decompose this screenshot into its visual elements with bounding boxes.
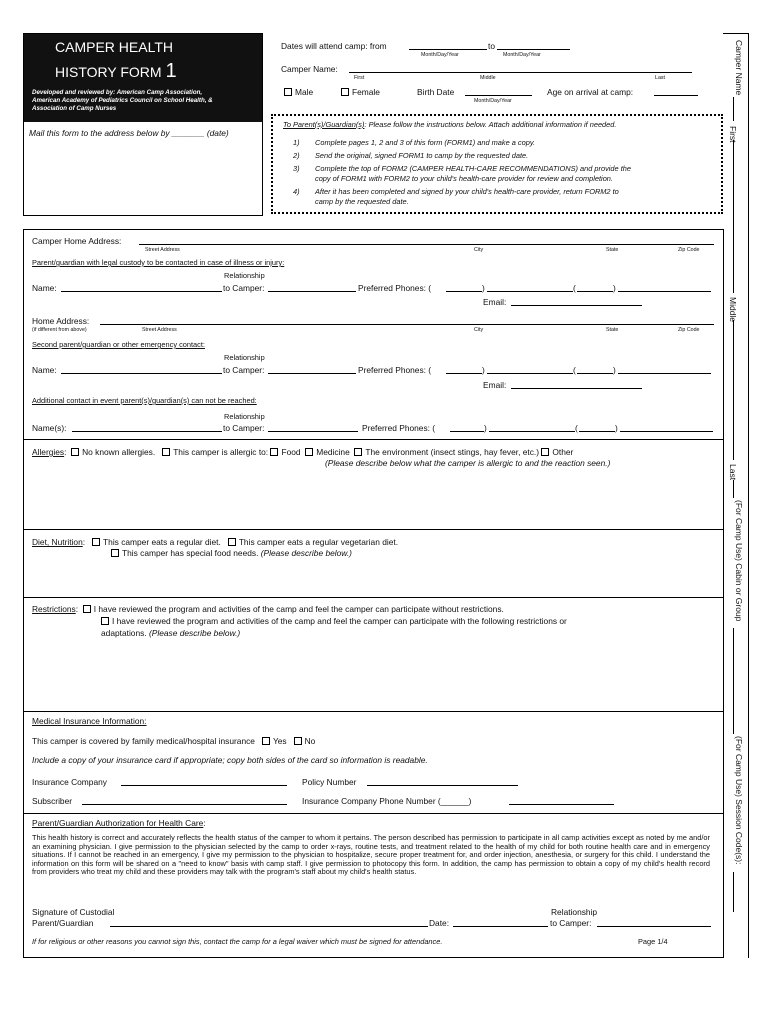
date-from-hint: Month/Day/Year — [421, 52, 459, 58]
age-label: Age on arrival at camp: — [547, 87, 634, 97]
zip-hint: Zip Code — [678, 247, 700, 253]
side-first-line — [733, 97, 734, 121]
relationship-label-2: Relationship — [224, 353, 265, 362]
state-hint: State — [606, 247, 619, 253]
allergies-description-area[interactable] — [28, 472, 718, 526]
form-title-line1: CAMPER HEALTH — [55, 39, 173, 55]
city-hint: City — [474, 247, 484, 253]
step-4-text-line1: After it has been completed and signed by your child's health-care provider, return FORM2 to — [315, 187, 619, 196]
contact3-to-camper: to Camper: — [223, 423, 265, 433]
contact2-phone-1[interactable] — [487, 373, 573, 374]
contact3-phone-area-2[interactable] — [579, 431, 615, 432]
female-option[interactable]: Female — [341, 87, 380, 97]
step-1-num: 1) — [293, 138, 300, 147]
vegetarian-diet-checkbox[interactable] — [228, 538, 236, 546]
parent-legal-heading: Parent/guardian with legal custody to be contacted in case of illness or injury: — [32, 258, 285, 267]
contact2-phones-label: Preferred Phones: ( — [358, 365, 432, 375]
age-field[interactable] — [654, 95, 698, 96]
diet-row-1: Diet, Nutrition: This camper eats a regular diet. This camper eats a regular vegetarian diet. — [32, 537, 399, 547]
contact2-email-field[interactable] — [511, 388, 642, 389]
zip-hint-2: Zip Code — [678, 327, 700, 333]
step-2-num: 2) — [293, 151, 300, 160]
contact3-phone-2[interactable] — [620, 431, 713, 432]
paren-open-1b: ( — [573, 283, 576, 293]
signature-field[interactable] — [110, 926, 428, 927]
date-to-field[interactable] — [497, 49, 570, 50]
second-parent-heading: Second parent/guardian or other emergency contact: — [32, 340, 205, 349]
insurance-covered-row: This camper is covered by family medical/hospital insurance Yes No — [32, 736, 316, 746]
contact1-phone-2[interactable] — [618, 291, 711, 292]
relationship-label-1: Relationship — [224, 271, 265, 280]
insurance-company-field[interactable] — [121, 785, 287, 786]
allergies-describe-note: (Please describe below what the camper is allergic to and the reaction seen.) — [325, 458, 611, 468]
step-2-text: Send the original, signed FORM1 to camp by the requested date. — [315, 151, 529, 160]
side-cabin-line — [733, 480, 734, 498]
side-first-label: First — [728, 126, 738, 143]
contact1-phones-label: Preferred Phones: ( — [358, 283, 432, 293]
divider-restrictions — [23, 597, 724, 598]
step-3-num: 3) — [293, 164, 300, 173]
restrictions-description-area[interactable] — [28, 642, 718, 708]
signature-date-label: Date: — [429, 918, 450, 928]
male-checkbox[interactable] — [284, 88, 292, 96]
auth-relationship-field[interactable] — [597, 926, 711, 927]
contact1-relationship-field[interactable] — [268, 291, 356, 292]
diet-label: Diet, Nutrition — [32, 537, 83, 547]
authorization-heading: Parent/Guardian Authorization for Health Care: — [32, 818, 206, 828]
female-checkbox[interactable] — [341, 88, 349, 96]
side-strip-right — [748, 33, 749, 958]
contact3-phones-label: Preferred Phones: ( — [362, 423, 436, 433]
dates-to: to — [488, 41, 495, 51]
side-session-label: (For Camp Use) Session Code(s): — [734, 736, 744, 865]
signature-date-field[interactable] — [453, 926, 548, 927]
step-3-text-line2: copy of FORM1 with FORM2 to your child's health-care provider for review and completion. — [315, 174, 613, 183]
divider-insurance — [23, 711, 724, 712]
auth-relationship-label: Relationship — [551, 907, 598, 917]
insurance-no-checkbox[interactable] — [294, 737, 302, 745]
contact3-phone-1[interactable] — [489, 431, 575, 432]
divider-authorization — [23, 813, 724, 814]
developed-by-line3: Association of Camp Nurses — [32, 105, 117, 112]
auth-to-camper-label: to Camper: — [550, 918, 592, 928]
mail-form-deadline: Mail this form to the address below by _______ (date) — [29, 128, 229, 138]
birth-date-label: Birth Date — [417, 87, 455, 97]
no-restrictions-checkbox[interactable] — [83, 605, 91, 613]
contact1-phone-area-2[interactable] — [577, 291, 613, 292]
insurance-yes-checkbox[interactable] — [262, 737, 270, 745]
contact1-email-label: Email: — [483, 297, 507, 307]
step-4-num: 4) — [293, 187, 300, 196]
page-number: Page 1/4 — [638, 937, 668, 946]
insurance-card-note: Include a copy of your insurance card if appropriate; copy both sides of the card so information is readable. — [32, 755, 428, 765]
home-address-field[interactable] — [139, 244, 714, 245]
home-address2-label: Home Address: — [32, 316, 90, 326]
side-strip-top — [723, 33, 748, 34]
birth-date-field[interactable] — [465, 95, 532, 96]
allergic-checkbox[interactable] — [162, 448, 170, 456]
company-phone-field[interactable] — [509, 804, 614, 805]
form-title-line2: HISTORY FORM 1 — [55, 60, 177, 82]
street-hint: Street Address — [145, 247, 180, 253]
relationship-label-3: Relationship — [224, 412, 265, 421]
name-last-hint: Last — [655, 75, 666, 81]
signature-label-2: Parent/Guardian — [32, 918, 94, 928]
additional-contact-heading: Additional contact in event parent(s)/guardian(s) can not be reached: — [32, 396, 257, 405]
allergies-label: Allergies — [32, 447, 65, 457]
paren-open-2b: ( — [573, 365, 576, 375]
divider-allergies — [23, 439, 724, 440]
restrictions-row-1: Restrictions: I have reviewed the program and activities of the camp and feel the camper can participate without restrictions. — [32, 604, 504, 614]
other-allergy-checkbox[interactable] — [541, 448, 549, 456]
contact2-relationship-field[interactable] — [268, 373, 356, 374]
insurance-heading: Medical Insurance Information: — [32, 716, 147, 726]
name-middle-hint: Middle — [480, 75, 496, 81]
contact2-phone-area-1[interactable] — [446, 373, 482, 374]
food-checkbox[interactable] — [270, 448, 278, 456]
camper-name-label: Camper Name: — [281, 64, 338, 74]
side-cabin-label: (For Camp Use) Cabin or Group — [734, 500, 744, 622]
paren-close-3a: ) — [484, 423, 487, 433]
restrictions-label: Restrictions — [32, 604, 76, 614]
side-camper-name: Camper Name — [734, 40, 744, 96]
contact1-name-field[interactable] — [61, 291, 222, 292]
home-address2-field[interactable] — [100, 324, 714, 325]
with-restrictions-checkbox[interactable] — [101, 617, 109, 625]
name-first-hint: First — [354, 75, 365, 81]
developed-by-line2: American Academy of Pediatrics Council on School Health, & — [32, 97, 213, 104]
home-address-label: Camper Home Address: — [32, 236, 122, 246]
contact2-name-label: Name: — [32, 365, 57, 375]
contact2-phone-2[interactable] — [618, 373, 711, 374]
insurance-company-label: Insurance Company — [32, 777, 107, 787]
subscriber-field[interactable] — [82, 804, 287, 805]
authorization-text: This health history is correct and accurately reflects the health status of the camper to whom it pertains. The person described has permission to participate in all camp activities except as noted by me and/or an examining physician. I give permission to the physician selected by the camp to order x-rays, routine tests, and treatment related to the health of my child for both routine health care and in emergency situations. If I cannot be reached in an emergency, I give my permission to the physician to hospitalize, secure proper treatment for, and order injection, anesthesia, or surgery for this child. I understand the information on this form will be shared on a "need to know" basis with camp staff. I give permission to photocopy this form. In addition, the camp has permission to obtain a copy of my child's health record from providers who treat my child and these providers may talk with the program's staff about my child's health status. — [32, 833, 710, 877]
date-from-field[interactable] — [409, 49, 487, 50]
instructions-intro: To Parent(s)/Guardian(s): Please follow the instructions below. Attach additional information if needed. — [283, 120, 617, 129]
no-allergies-checkbox[interactable] — [71, 448, 79, 456]
if-different-hint: (if different from above) — [32, 327, 87, 333]
male-option[interactable]: Male — [284, 87, 313, 97]
diet-row-2: This camper has special food needs. (Please describe below.) — [111, 548, 352, 558]
paren-close-2a: ) — [482, 365, 485, 375]
contact2-phone-area-2[interactable] — [577, 373, 613, 374]
medicine-checkbox[interactable] — [305, 448, 313, 456]
contact1-to-camper: to Camper: — [223, 283, 265, 293]
policy-number-field[interactable] — [367, 785, 518, 786]
side-session-fill — [733, 872, 734, 912]
paren-close-3b: ) — [615, 423, 618, 433]
contact2-name-field[interactable] — [61, 373, 222, 374]
contact2-to-camper: to Camper: — [223, 365, 265, 375]
contact1-phone-area-1[interactable] — [446, 291, 482, 292]
contact3-names-field[interactable] — [72, 431, 222, 432]
dates-label: Dates will attend camp: from — [281, 41, 387, 51]
side-last-line — [733, 320, 734, 460]
birth-date-hint: Month/Day/Year — [474, 98, 512, 104]
city-hint-2: City — [474, 327, 484, 333]
company-phone-label: Insurance Company Phone Number (______) — [302, 796, 472, 806]
step-1-text: Complete pages 1, 2 and 3 of this form (FORM1) and make a copy. — [315, 138, 536, 147]
contact3-phone-area-1[interactable] — [450, 431, 484, 432]
signature-label-1: Signature of Custodial — [32, 907, 115, 917]
contact1-name-label: Name: — [32, 283, 57, 293]
policy-number-label: Policy Number — [302, 777, 357, 787]
date-to-hint: Month/Day/Year — [503, 52, 541, 58]
contact1-email-field[interactable] — [511, 305, 642, 306]
contact3-names-label: Name(s): — [32, 423, 67, 433]
religious-waiver-note: If for religious or other reasons you cannot sign this, contact the camp for a legal waiver which must be signed for attendance. — [32, 937, 443, 946]
contact1-phone-1[interactable] — [487, 291, 573, 292]
side-cabin-fill — [733, 628, 734, 734]
side-middle-label: Middle — [728, 297, 738, 323]
allergies-row: Allergies: No known allergies. This camper is allergic to: Food Medicine The environment (insect stings, hay fever, etc.) Other — [32, 447, 574, 457]
regular-diet-checkbox[interactable] — [92, 538, 100, 546]
side-middle-line — [733, 140, 734, 293]
restrictions-row-3: adaptations. (Please describe below.) — [101, 628, 241, 638]
paren-close-1a: ) — [482, 283, 485, 293]
paren-close-1b: ) — [613, 283, 616, 293]
step-3-text-line1: Complete the top of FORM2 (CAMPER HEALTH-CARE RECOMMENDATIONS) and provide the — [315, 164, 631, 173]
contact3-relationship-field[interactable] — [268, 431, 358, 432]
contact2-email-label: Email: — [483, 380, 507, 390]
paren-close-2b: ) — [613, 365, 616, 375]
diet-description-area[interactable] — [28, 562, 718, 594]
restrictions-row-2: I have reviewed the program and activities of the camp and feel the camper can participate with the following restrictions or — [101, 616, 567, 626]
developed-by-line1: Developed and reviewed by: American Camp Association, — [32, 89, 203, 96]
subscriber-label: Subscriber — [32, 796, 73, 806]
side-last-label: Last — [728, 464, 738, 481]
street-hint-2: Street Address — [142, 327, 177, 333]
state-hint-2: State — [606, 327, 619, 333]
camper-name-field[interactable] — [349, 72, 692, 73]
environment-checkbox[interactable] — [354, 448, 362, 456]
paren-open-3b: ( — [575, 423, 578, 433]
step-4-text-line2: camp by the requested date. — [315, 197, 409, 206]
divider-diet — [23, 529, 724, 530]
special-diet-checkbox[interactable] — [111, 549, 119, 557]
